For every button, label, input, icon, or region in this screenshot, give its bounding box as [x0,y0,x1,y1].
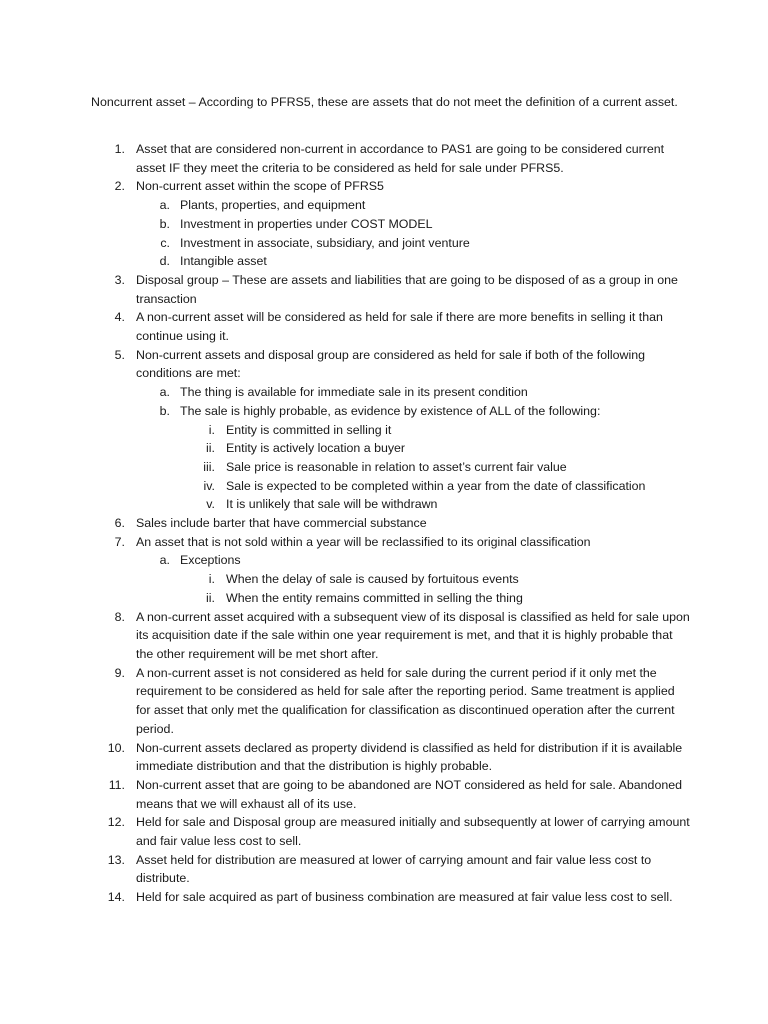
item-text: Asset held for distribution are measured at lower of carrying amount and fair value less cost to distribute. [136,852,652,886]
list-item [91,514,691,533]
item-text: A non-current asset acquired with a subsequent view of its disposal is classified as held for sale upon its acquisition date if the sale within one year requirement is met, and that it is highly probable that the other requirement will be met short after. [136,609,690,661]
item-text: Entity is committed in selling it [226,422,392,437]
item-number: 12. [107,815,125,830]
sub-sub-list-item [91,495,691,514]
item-number: ii. [206,441,215,456]
list-item [91,533,691,552]
item-number: i. [208,572,215,587]
sub-sub-list-item [91,570,691,589]
item-number: v. [206,497,215,512]
list-item [91,851,691,888]
item-text: A non-current asset will be considered as held for sale if there are more benefits in selling it than continue using it. [136,310,663,344]
sub-sub-list-item [91,439,691,458]
item-text: Investment in properties under COST MODEL [180,216,433,231]
item-text: Sale price is reasonable in relation to asset’s current fair value [226,459,567,474]
item-number: 6. [114,516,125,531]
item-text: It is unlikely that sale will be withdrawn [226,497,438,512]
list-item [91,776,691,813]
item-text: Held for sale and Disposal group are measured initially and subsequently at lower of carrying amount and fair value less cost to sell. [136,815,690,849]
sub-list-item [91,252,691,271]
list-item [91,664,691,739]
item-number: 9. [114,665,125,680]
list-item [91,308,691,345]
item-number: 3. [114,272,125,287]
list-item [91,739,691,776]
item-text: A non-current asset is not considered as held for sale during the current period if it only met the requirement to be considered as held for sale after the reporting period. Same treatment is applied for asset that only met the qualification for classification as discontinued operation after the current period. [136,665,675,736]
item-number: 2. [114,179,125,194]
item-text: Disposal group – These are assets and liabilities that are going to be disposed of as a group in one transaction [136,272,678,306]
sub-list-item [91,551,691,570]
item-number: 4. [114,310,125,325]
item-text: Non-current asset within the scope of PFRS5 [136,179,384,194]
list-item [91,608,691,664]
item-number: 5. [114,347,125,362]
item-text: Non-current assets and disposal group are considered as held for sale if both of the following conditions are met: [136,347,646,381]
sub-sub-list-item [91,477,691,496]
item-number: 8. [114,609,125,624]
item-number: 13. [107,852,125,867]
list-item [91,888,691,907]
list-item [91,346,691,383]
sub-list-item [91,196,691,215]
item-number: a. [159,198,170,213]
intro-paragraph: Noncurrent asset – According to PFRS5, these are assets that do not meet the definition of a current asset. [91,95,678,109]
item-text: Held for sale acquired as part of business combination are measured at fair value less cost to sell. [136,890,673,905]
sub-list-item [91,383,691,402]
item-text: Sales include barter that have commercial substance [136,516,427,531]
item-text: When the entity remains committed in selling the thing [226,590,523,605]
item-text: Non-current asset that are going to be abandoned are NOT considered as held for sale. Abandoned means that we will exhaust all of its use. [136,777,683,811]
item-number: 14. [107,890,125,905]
item-number: 10. [107,740,125,755]
item-text: The sale is highly probable, as evidence by existence of ALL of the following: [180,403,601,418]
item-number: 1. [114,142,125,156]
item-text: Investment in associate, subsidiary, and joint venture [180,235,470,250]
list-item [91,813,691,850]
item-text: Asset that are considered non-current in accordance to PAS1 are going to be considered current asset IF they meet the criteria to be considered as held for sale under PFRS5. [136,142,665,175]
item-number: a. [159,385,170,400]
item-text: Non-current assets declared as property dividend is classified as held for distribution if it is available immediate distribution and that the distribution is highly probable. [136,740,683,774]
numbered-list [91,140,691,907]
sub-list-item [91,215,691,234]
item-text: The thing is available for immediate sale in its present condition [180,385,528,400]
sub-sub-list-item [91,458,691,477]
sub-sub-list-item [91,589,691,608]
item-text: When the delay of sale is caused by fortuitous events [226,572,519,587]
item-number: iii. [203,459,215,474]
list-item [91,177,691,196]
item-number: iv. [203,478,215,493]
item-text: Sale is expected to be completed within a year from the date of classification [226,478,646,493]
item-number: c. [160,235,170,250]
item-number: b. [159,216,170,231]
item-number: 7. [114,534,125,549]
item-text: Exceptions [180,553,241,568]
list-item [91,140,691,177]
sub-list-item [91,234,691,253]
item-text: Intangible asset [180,254,267,269]
item-number: i. [208,422,215,437]
item-number: 11. [108,777,125,792]
item-text: An asset that is not sold within a year will be reclassified to its original classification [136,534,591,549]
item-text: Entity is actively location a buyer [226,441,406,456]
list-item [91,271,691,308]
item-text: Plants, properties, and equipment [180,198,366,213]
sub-list-item [91,402,691,421]
item-number: a. [159,553,170,568]
item-number: ii. [206,590,215,605]
item-number: b. [159,403,170,418]
item-number: d. [159,254,170,269]
sub-sub-list-item [91,421,691,440]
